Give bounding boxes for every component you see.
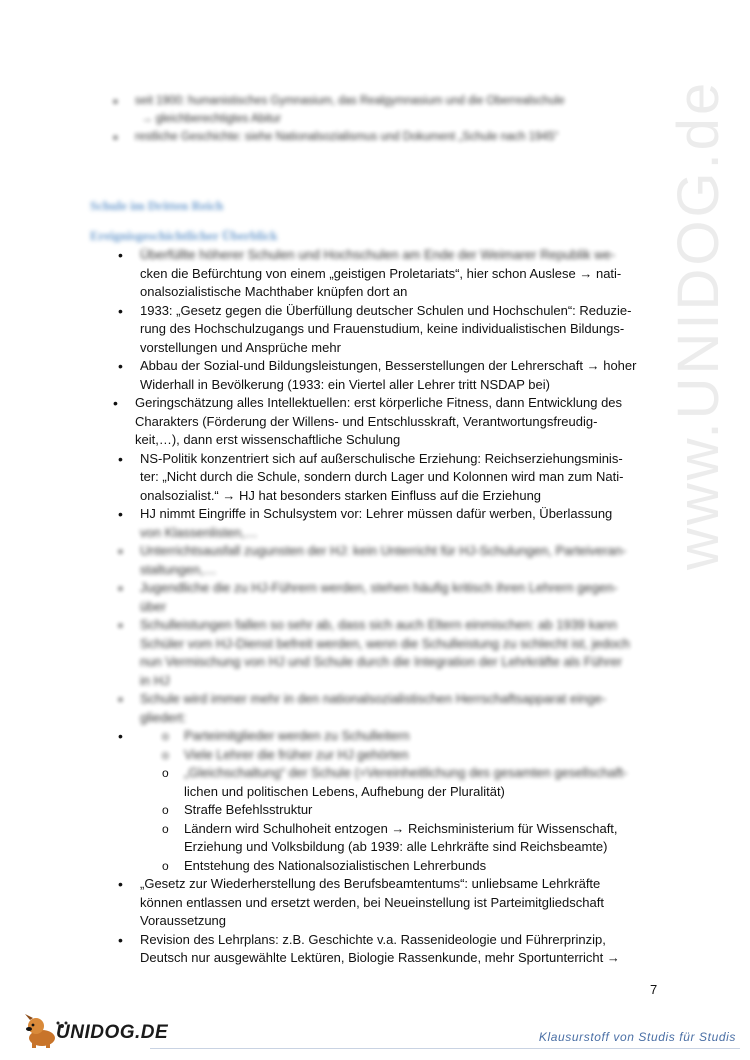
- list-item-text: können entlassen und ersetzt werden, bei Neueinstellung ist Parteimitgliedschaft: [140, 894, 604, 910]
- sub-list-item: [184, 801, 665, 820]
- list-item-text: Charakters (Förderung der Willens- und Entschlusskraft, Verantwortungsfreudig-: [135, 413, 598, 429]
- sub-list-item-text: o Ländern wird Schulhoheit entzogen → Reichsministerium für Wissenschaft,: [184, 820, 618, 836]
- sub-list-item: [184, 746, 665, 765]
- list-item: [140, 579, 665, 616]
- list-item-text: → gleichberechtigtes Abitur: [141, 113, 281, 125]
- list-item-text: • restliche Geschichte: siehe Nationalsozialismus und Dokument „Schule nach 1945“: [135, 131, 559, 143]
- list-item-text: ter: „Nicht durch die Schule, sondern durch Lager und Kolonnen wird man zum Nati-: [140, 469, 624, 484]
- section-heading: Schule im Dritten Reich: [90, 198, 224, 213]
- list-item-text: • „Gesetz zur Wiederherstellung des Berufsbeamtentums“: unliebsame Lehrkräfte: [140, 876, 601, 891]
- list-item-text: • HJ nimmt Eingriffe in Schulsystem vor: Lehrer müssen dafür werben, Überlassung: [140, 506, 613, 521]
- list-item-text: • Jugendliche die zu HJ-Führern werden, stehen häufig kritisch ihren Lehrern gegen-: [140, 580, 618, 595]
- logo-text: UNIDOG.DE: [56, 1022, 169, 1043]
- sub-list-item-text: o Viele Lehrer die früher zur HJ gehörten: [184, 746, 409, 762]
- list-item-text: keit,…), dann erst wissenschaftliche Schulung: [135, 432, 401, 447]
- sub-list-item-text: o Entstehung des Nationalsozialistischen Lehrerbunds: [184, 857, 487, 873]
- list-item-text: Voraussetzung: [140, 913, 227, 928]
- sub-list-item-text: lichen und politischen Lebens, Aufhebung der Pluralität): [184, 783, 505, 799]
- list-item-text: Deutsch nur ausgewählte Lektüren, Biologie Rassenkunde, mehr Sportunterricht →: [140, 950, 620, 965]
- list-item: [135, 394, 665, 450]
- list-item: [135, 128, 655, 146]
- list-item-text: • Schule wird immer mehr in den nationalsozialistischen Herrschaftsapparat einge-: [140, 691, 607, 706]
- sub-list-item: [184, 820, 665, 857]
- list-item-text: cken die Befürchtung von einem „geistigen Proletariats“, hier schon Auslese → nati-: [140, 265, 622, 281]
- sub-list-item: [184, 857, 665, 876]
- list-item: [140, 690, 665, 727]
- list-item: [140, 357, 665, 394]
- sub-list-item-text: Erziehung und Volksbildung (ab 1939: alle Lehrkräfte sind Reichsbeamte): [184, 839, 608, 854]
- list-item: [140, 875, 665, 931]
- list-item: [140, 450, 665, 506]
- list-item-text: • seit 1900: humanistisches Gymnasium, das Realgymnasium und die Oberrealschule: [135, 95, 565, 107]
- list-item-text: • NS-Politik konzentriert sich auf außerschulische Erziehung: Reichserziehungsminis-: [140, 450, 623, 466]
- footer-slogan: Klausurstoff von Studis für Studis: [538, 1030, 736, 1044]
- list-item-text: onalsozialist.“ → HJ hat besonders starken Einfluss auf die Erziehung: [140, 487, 542, 503]
- sub-list-container: [140, 727, 665, 875]
- list-item-text: • Geringschätzung alles Intellektuellen: erst körperliche Fitness, dann Entwicklung des: [135, 395, 623, 410]
- list-item-text: • Unterrichtsausfall zugunsten der HJ: kein Unterricht für HJ-Schulungen, Parteiveran-: [140, 543, 627, 558]
- list-item-text: • Überfüllte höherer Schulen und Hochschulen am Ende der Weimarer Republik we-: [140, 247, 616, 262]
- list-item-text: von Klassenlisten,…: [140, 524, 258, 540]
- sub-list-item: [184, 764, 665, 801]
- list-item-text: staltungen,…: [140, 561, 217, 577]
- main-list: [135, 246, 665, 968]
- list-item-text: vorstellungen und Ansprüche mehr: [140, 339, 341, 355]
- sub-list-item-text: o „Gleichschaltung“ der Schule (=Vereinheitlichung des gesamten gesellschaft-: [184, 765, 628, 780]
- list-item-text: in HJ: [140, 672, 170, 688]
- sub-list-item: [184, 727, 665, 746]
- list-item: [135, 92, 655, 128]
- list-item-text: onalsozialistische Machthaber knüpfen dort an: [140, 284, 408, 299]
- list-item-text: nun Vermischung von HJ und Schule durch die Integration der Lehrkräfte als Führer: [140, 654, 622, 669]
- list-item-text: • Revision des Lehrplans: z.B. Geschichte v.a. Rassenideologie und Führerprinzip,: [140, 931, 606, 947]
- sub-list: [184, 727, 665, 875]
- sub-list-item-text: o • Parteimitglieder werden zu Schulleitern: [184, 728, 410, 743]
- list-item-text: • Schulleistungen fallen so sehr ab, dass sich auch Eltern einmischen: ab 1939 kann: [140, 617, 617, 632]
- list-item: [140, 246, 665, 302]
- list-item: [140, 931, 665, 968]
- list-item-text: • 1933: „Gesetz gegen die Überfüllung deutscher Schulen und Hochschulen“: Reduzie-: [140, 302, 632, 318]
- list-item-text: über: [140, 598, 167, 614]
- list-item: [140, 505, 665, 542]
- list-item: [140, 616, 665, 690]
- subsection-heading: Ereignisgeschichtlicher Überblick: [90, 228, 278, 243]
- list-item-text: gliedert:: [140, 709, 187, 725]
- sub-list-item-text: o Straffe Befehlsstruktur: [184, 802, 313, 817]
- list-item-text: Schüler vom HJ-Dienst befreit werden, wenn die Schulleistung zu schlecht ist, jedoch: [140, 635, 630, 651]
- list-item: [140, 542, 665, 579]
- list-item-text: • Abbau der Sozial-und Bildungsleistungen, Besserstellungen der Lehrerschaft → hoher: [140, 358, 637, 373]
- page-number: 7: [650, 982, 658, 997]
- footer-divider: [150, 1048, 740, 1049]
- list-item-text: Widerhall in Bevölkerung (1933: ein Viertel aller Lehrer tritt NSDAP bei): [140, 376, 550, 392]
- list-item-text: rung des Hochschulzugangs und Frauenstudium, keine individualistischen Bildungs-: [140, 321, 625, 336]
- list-item: [140, 302, 665, 358]
- watermark: www.UNIDOG.de: [666, 79, 731, 570]
- intro-list: [135, 92, 655, 146]
